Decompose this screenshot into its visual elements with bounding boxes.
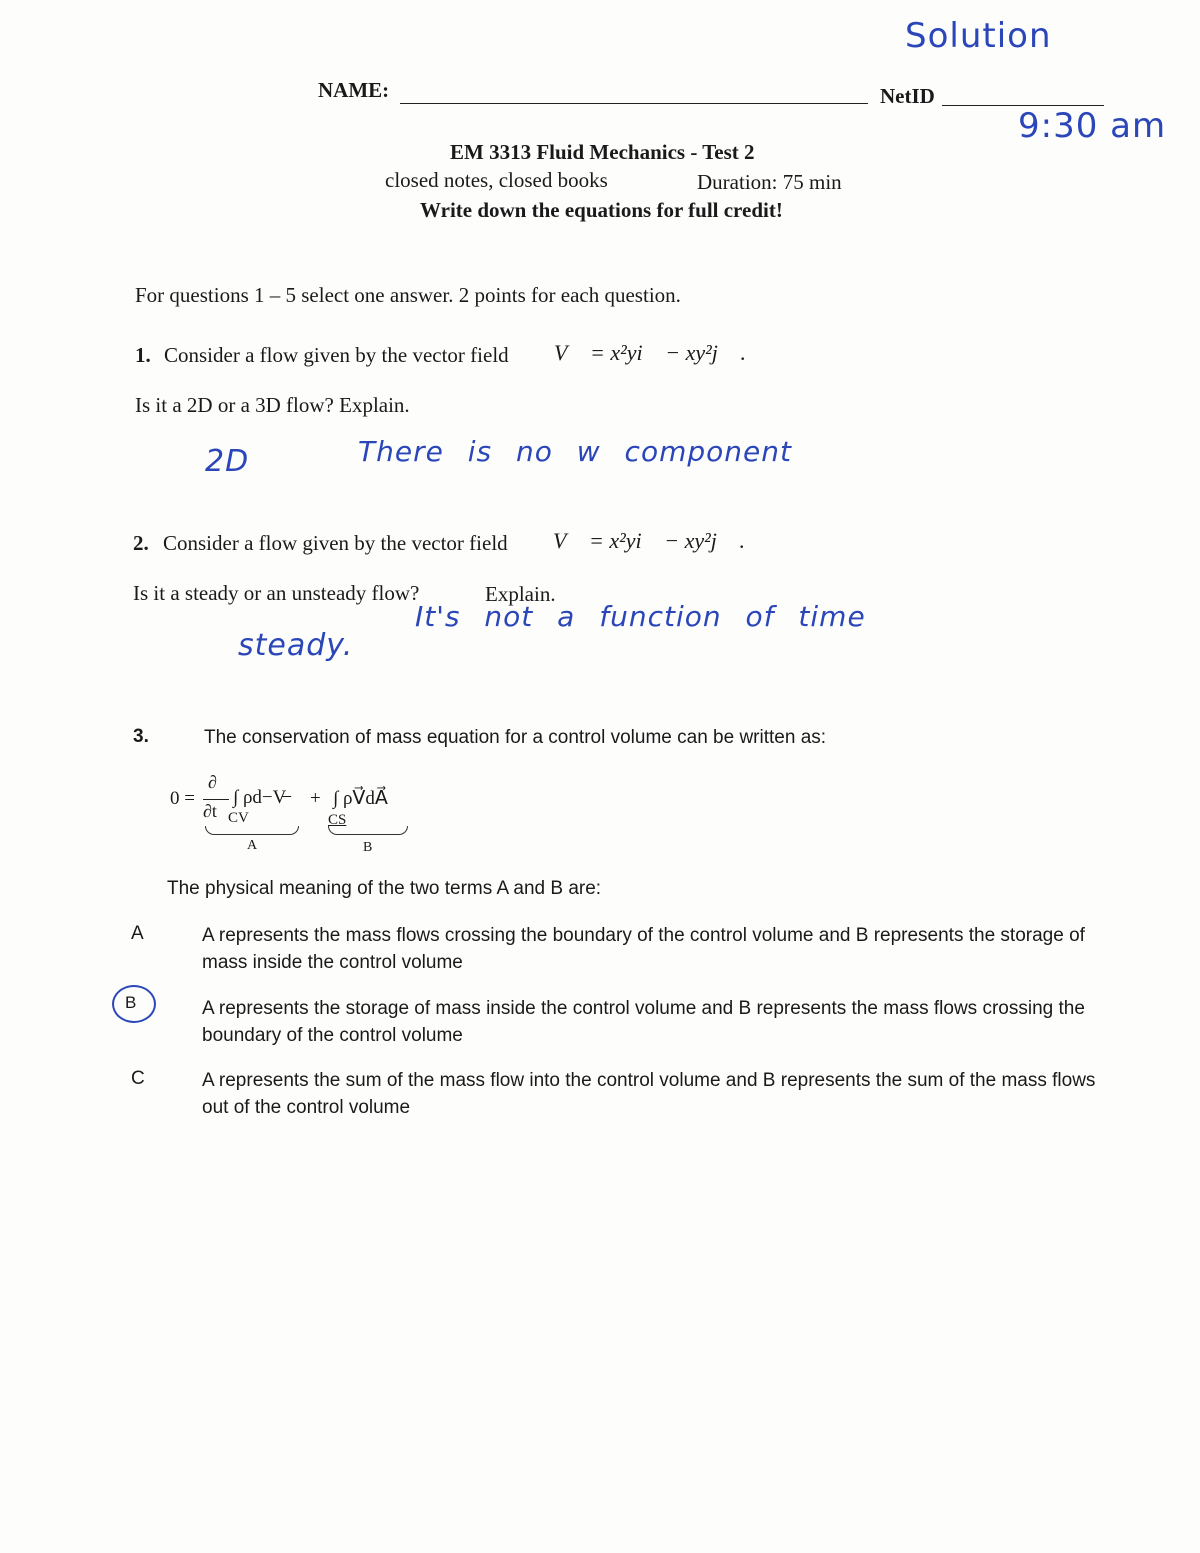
netid-field[interactable]: [942, 105, 1104, 106]
q2-answer: steady.: [238, 628, 354, 663]
intro-text: For questions 1 – 5 select one answer. 2 points for each question.: [135, 283, 681, 307]
eq-term1: ∫ ρd−V̶: [233, 787, 287, 808]
eq-cv: CV: [228, 810, 249, 826]
q3-number: 3.: [133, 726, 149, 747]
eq-term2: ∫ ρV⃗dA⃗: [333, 788, 388, 809]
exam-instruction: Write down the equations for full credit!: [420, 198, 783, 222]
brace-b: [328, 826, 408, 835]
q3-text: The conservation of mass equation for a control volume can be written as:: [204, 727, 827, 748]
choice-letter: C: [131, 1068, 145, 1089]
exam-rules: closed notes, closed books: [385, 168, 608, 192]
time-annotation: 9:30 am: [1018, 106, 1167, 146]
q2-explain: Explain.: [485, 582, 556, 606]
eq-fraction-bar: [203, 799, 229, 800]
q2-number: 2.: [133, 531, 149, 555]
exam-duration: Duration: 75 min: [697, 170, 842, 194]
eq-label-b: B: [363, 840, 373, 855]
name-label: NAME:: [318, 78, 390, 102]
eq-label-a: A: [247, 838, 258, 853]
choice-letter: A: [131, 923, 144, 944]
eq-plus: +: [310, 788, 321, 809]
q2-answer-note: It's not a function of time: [415, 600, 866, 633]
name-field[interactable]: [400, 103, 868, 104]
q1-text: Consider a flow given by the vector field: [164, 343, 509, 367]
q1-number: 1.: [135, 343, 151, 367]
q1-answer: 2D: [205, 444, 250, 479]
choice-letter: B: [125, 993, 137, 1012]
q1-answer-note: There is no w component: [358, 435, 792, 468]
choice-text: A represents the storage of mass inside the control volume and B represents the mass flows crossing the boundary of the control volume: [202, 998, 1085, 1046]
q2-vector-field: V⃗ = x²yi⃗ − xy²j⃗ .: [553, 528, 745, 553]
q1-vector-field: V⃗ = x²yi⃗ − xy²j⃗ .: [554, 340, 746, 365]
eq-partial-num: ∂: [208, 772, 217, 792]
choice-text: A represents the mass flows crossing the boundary of the control volume and B represents the storage of mass inside the control volume: [202, 925, 1085, 973]
course-title: EM 3313 Fluid Mechanics - Test 2: [450, 140, 755, 164]
eq-partial-den: ∂t: [203, 801, 217, 821]
q1-question: Is it a 2D or a 3D flow? Explain.: [135, 393, 410, 417]
eq-cs: CS: [328, 812, 347, 828]
brace-a: [205, 826, 299, 835]
netid-label: NetID: [880, 84, 935, 108]
choice-text: A represents the sum of the mass flow into the control volume and B represents the sum of the mass flows out of the control volume: [202, 1070, 1096, 1118]
q2-text: Consider a flow given by the vector field: [163, 531, 508, 555]
q2-question: Is it a steady or an unsteady flow?: [133, 581, 420, 605]
solution-annotation: Solution: [905, 16, 1052, 56]
eq-lhs: 0 =: [170, 788, 195, 809]
q3-meaning: The physical meaning of the two terms A and B are:: [167, 878, 602, 899]
